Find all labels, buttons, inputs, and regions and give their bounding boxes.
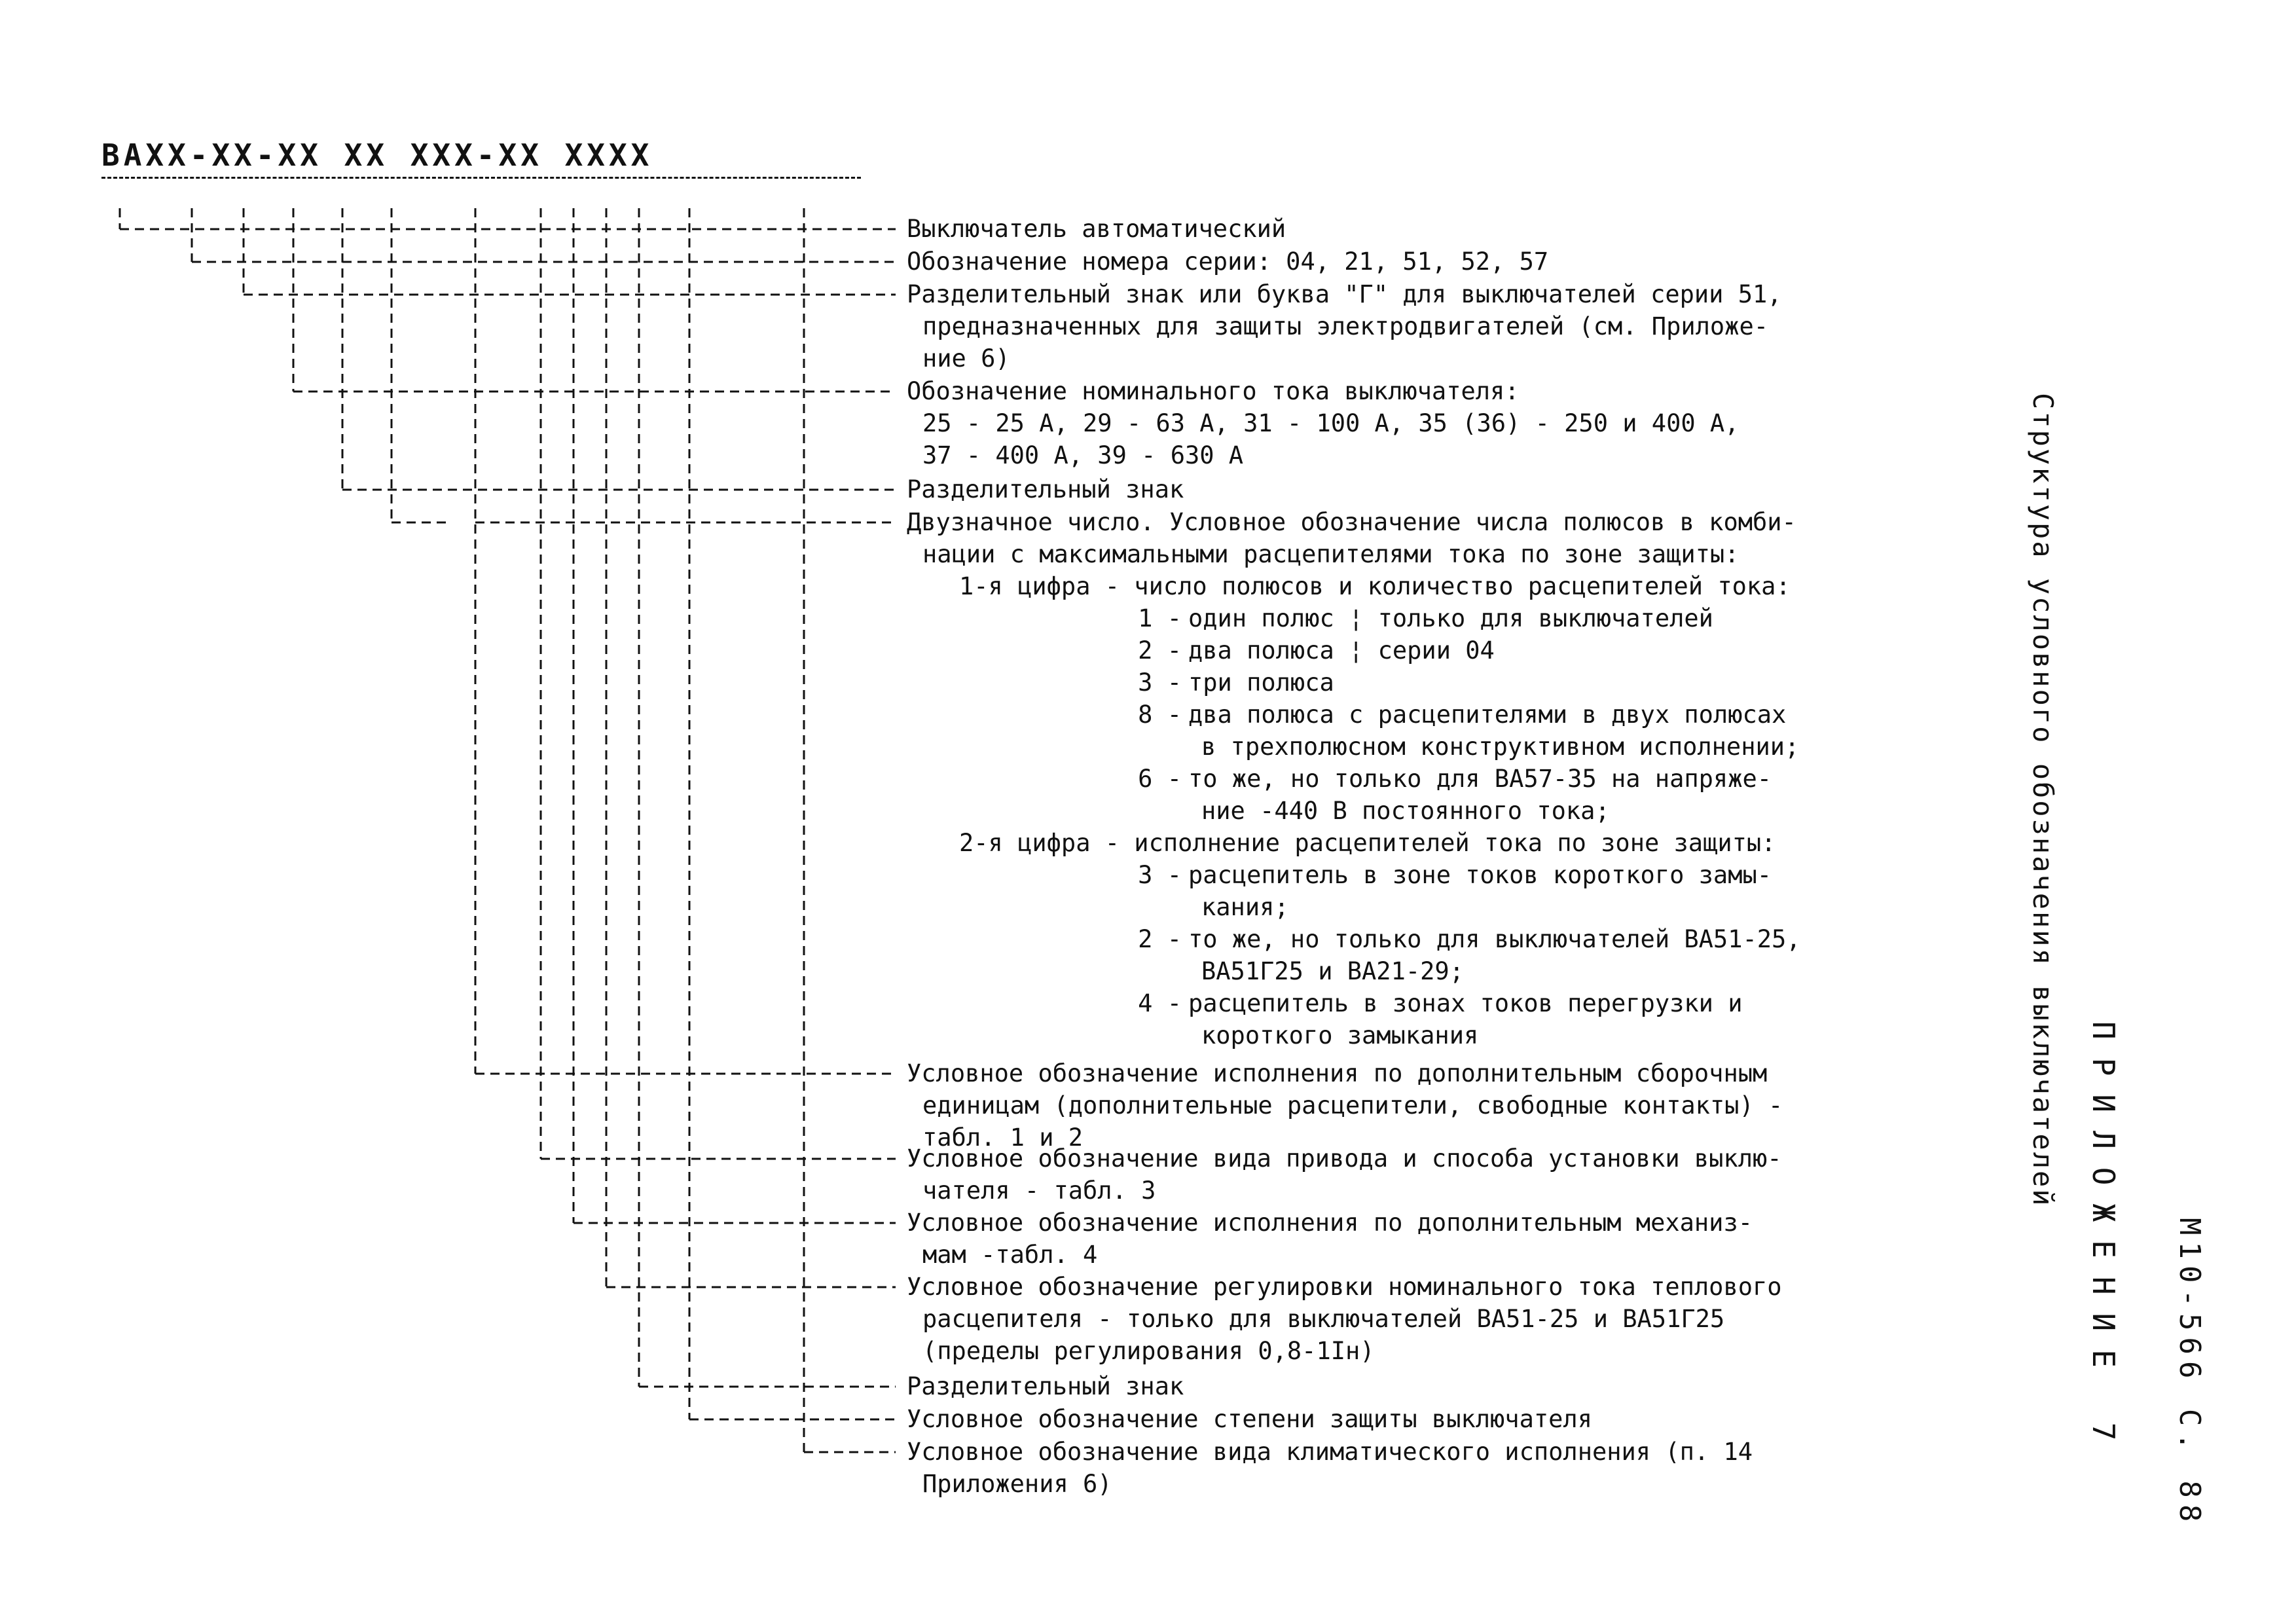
- digit2-label: 2-я цифра - исполнение расцепителей тока по зоне защиты:: [959, 829, 1776, 857]
- digit1-option: 8 - два полюса с расцепителями в двух полюсах: [1138, 701, 1787, 729]
- digit2-option-cont: ВА51Г25 и ВА21-29;: [1201, 957, 1464, 985]
- digit2-option: 2 - то же, но только для выключателей ВА51-25,: [1138, 925, 1801, 953]
- entry-separator-or-letter: Разделительный знак или буква "Г" для выключателей серии 51, предназначенных для защиты электродвигателей (см. Приложе- ние 6): [907, 280, 1782, 373]
- entry-drive-type: Условное обозначение вида привода и способа установки выклю- чателя - табл. 3: [907, 1144, 1782, 1205]
- appendix-title: ПРИЛОЖЕНИЕ 7: [2086, 1021, 2121, 1459]
- digit1-option: 1 - один полюс ¦ только для выключателей: [1138, 604, 1713, 632]
- digit1-option: 6 - то же, но только для ВА57-35 на напряже-: [1138, 765, 1772, 793]
- page-reference: М10-566 С. 88: [2173, 1218, 2206, 1529]
- digit1-option-cont: ние -440 В постоянного тока;: [1201, 797, 1610, 825]
- entry-separator-2: Разделительный знак: [907, 1372, 1184, 1400]
- digit1-label: 1-я цифра - число полюсов и количество расцепителей тока:: [959, 572, 1791, 600]
- entry-mechanisms: Условное обозначение исполнения по дополнительным механиз- мам -табл. 4: [907, 1209, 1753, 1269]
- digit2-option-cont: короткого замыкания: [1201, 1021, 1479, 1049]
- entry-protection-degree: Условное обозначение степени защиты выключателя: [907, 1405, 1592, 1433]
- digit2-option: 4 - расцепитель в зонах токов перегрузки и: [1138, 989, 1743, 1017]
- entry-assembly-units: Условное обозначение исполнения по дополнительным сборочным единицам (дополнительные расцепители, свободные контакты) - табл. 1 и 2: [907, 1059, 1783, 1152]
- entry-thermal-regulation: Условное обозначение регулировки номинального тока теплового расцепителя - только для выключателей ВА51-25 и ВА51Г25 (пределы регулирования 0,8-1Iн): [907, 1273, 1782, 1365]
- entry-series-number: Обозначение номера серии: 04, 21, 51, 52, 57: [907, 247, 1549, 276]
- digit1-option: 3 - три полюса: [1138, 668, 1334, 697]
- digit1-option: 2 - два полюса ¦ серии 04: [1138, 636, 1495, 665]
- digit1-option-cont: в трехполюсном конструктивном исполнении;: [1201, 733, 1800, 761]
- entry-climatic-version: Условное обозначение вида климатического исполнения (п. 14 Приложения 6): [907, 1438, 1753, 1498]
- designation-code: ВАХХ-ХХ-ХХ ХХ ХХХ-ХХ ХХХХ: [101, 137, 653, 173]
- entry-breaker-type: Выключатель автоматический: [907, 215, 1286, 243]
- entry-poles-number: Двузначное число. Условное обозначение числа полюсов в комби- нации с максимальными расцепителями тока по зоне защиты: 1-я цифра - число полюсов и количество расцепителей тока: 1 - один полюс ¦ только для выключателей 2 - два полюса ¦ серии 04 3 - три полюса 8 - два полюса с расцепителями в двух полюсах в трехполюсном конструктивном исполнении; 6 - то же, но только для ВА57-35 на напряже- ние -440 В постоянного тока; 2-я цифра - исполнение расцепителей тока по зоне защиты: 3 - расцепитель в зоне токов короткого замы- кания; 2 - то же, но только для выключателей ВА51-25, ВА51Г25 и ВА21-29; 4 - расцепитель в зонах токов перегрузки и короткого замыкания: [907, 506, 1928, 1051]
- structure-title: Структура условного обозначения выключателей: [2027, 393, 2059, 1208]
- entry-separator: Разделительный знак: [907, 475, 1184, 503]
- digit2-option: 3 - расцепитель в зоне токов короткого замы-: [1138, 861, 1772, 889]
- digit2-option-cont: кания;: [1201, 893, 1289, 921]
- entry-rated-current: Обозначение номинального тока выключателя: 25 - 25 А, 29 - 63 А, 31 - 100 А, 35 (36) - 250 и 400 А, 37 - 400 А, 39 - 630 А: [907, 377, 1740, 469]
